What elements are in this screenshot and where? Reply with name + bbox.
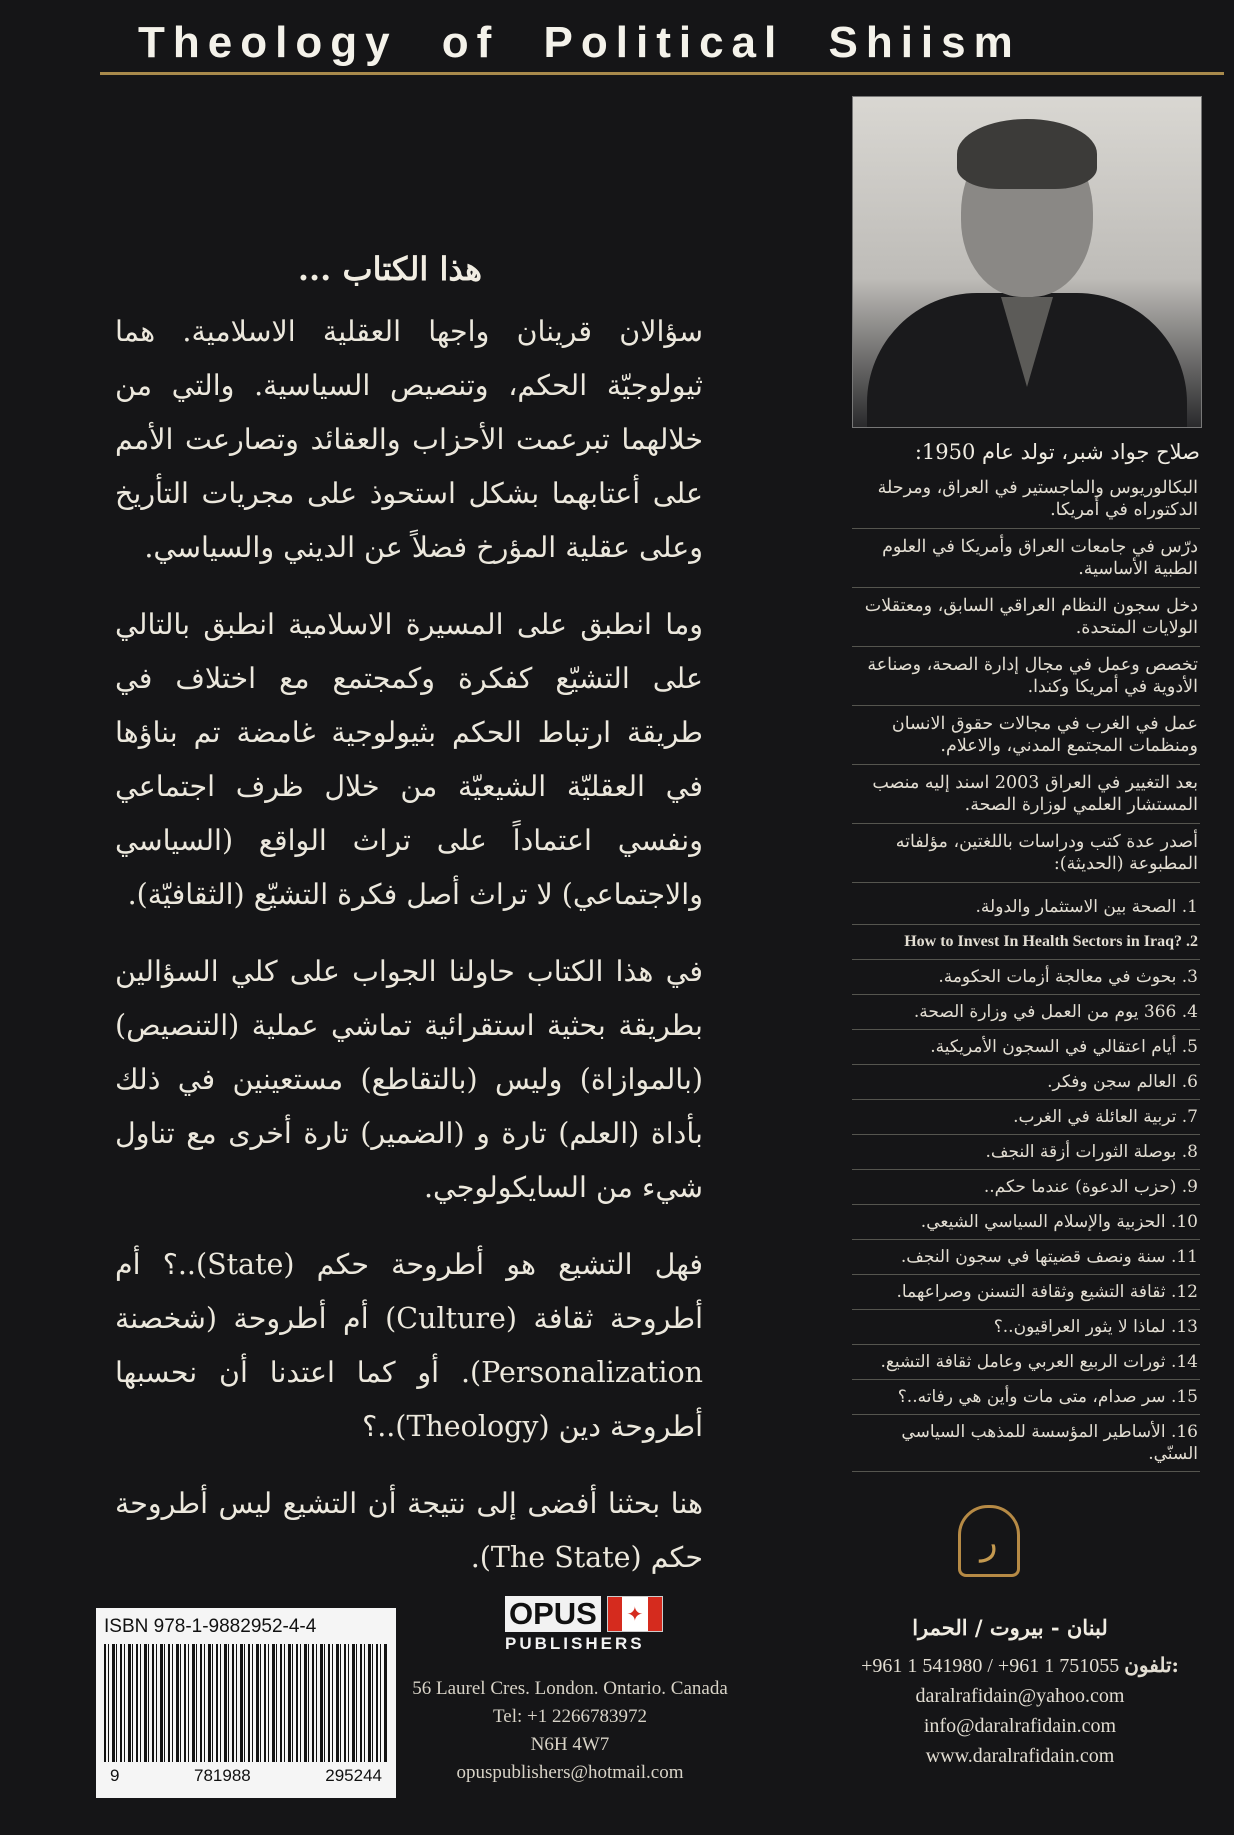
book-list [852, 890, 1200, 1472]
publisher-contact [825, 1650, 1215, 1771]
barcode-digit-prefix: 9 [110, 1766, 120, 1785]
barcode-digits-right: 295244 [325, 1766, 382, 1785]
book-list-item: How to Invest In Health Sectors in Iraq? .2 [852, 925, 1200, 960]
book-list-item: 15. سر صدام، متى مات وأين هي رفاته..؟ [852, 1380, 1200, 1415]
intro-text [115, 305, 703, 1608]
book-list-item: 16. الأساطير المؤسسة للمذهب السياسي السنّي. [852, 1415, 1200, 1472]
bio-item: البكالوريوس والماجستير في العراق، ومرحلة الدكتوراه في أمريكا. [852, 474, 1200, 529]
intro-heading: هذا الكتاب ... [297, 250, 482, 288]
publisher-email: daralrafidain@yahoo.com [915, 1685, 1125, 1707]
opus-postal: N6H 4W7 [530, 1734, 610, 1755]
opus-wordmark: OPUS [505, 1596, 601, 1632]
book-list-item: 3. بحوث في معالجة أزمات الحكومة. [852, 960, 1200, 995]
book-title: Theology of Political Shiism [138, 18, 1021, 67]
book-list-item: 8. بوصلة الثورات أزقة النجف. [852, 1135, 1200, 1170]
bio-item: أصدر عدة كتب ودراسات باللغتين، مؤلفاته المطبوعة (الحديثة): [852, 828, 1200, 883]
bio-item: دخل سجون النظام العراقي السابق، ومعتقلات الولايات المتحدة. [852, 592, 1200, 647]
publisher-phone: +961 1 541980 / +961 1 751055 [861, 1655, 1120, 1677]
author-name: صلاح جواد شبر، تولد عام 1950: [914, 440, 1200, 464]
canada-flag-icon [607, 1596, 663, 1632]
opus-address: 56 Laurel Cres. London. Ontario. Canada [412, 1678, 728, 1699]
title-divider [100, 72, 1224, 75]
author-bio [852, 474, 1200, 887]
book-list-item: 12. ثقافة التشيع وثقافة التسنن وصراعهما. [852, 1275, 1200, 1310]
bio-item: عمل في الغرب في مجالات حقوق الانسان ومنظمات المجتمع المدني، والاعلام. [852, 710, 1200, 765]
intro-paragraph: وما انطبق على المسيرة الاسلامية انطبق بالتالي على التشيّع كفكرة وكمجتمع مع اختلاف في طريقة ارتباط الحكم بثيولوجية غامضة تم بناؤها في العقليّة الشيعيّة من خلال ظرف اجتماعي ونفسي اعتماداً على تراث الواقع (السياسي والاجتماعي) لا تراث أصل فكرة التشيّع (الثقافيّة). [115, 608, 703, 911]
opus-tel: Tel: +1 2266783972 [493, 1706, 647, 1727]
barcode [104, 1644, 388, 1762]
opus-contact [395, 1675, 745, 1787]
book-list-item: 5. أيام اعتقالي في السجون الأمريكية. [852, 1030, 1200, 1065]
rafidain-logo-icon: ر [958, 1505, 1020, 1577]
bio-item: بعد التغيير في العراق 2003 اسند إليه منصب المستشار العلمي لوزارة الصحة. [852, 769, 1200, 824]
book-list-item: 9. (حزب الدعوة) عندما حكم.. [852, 1170, 1200, 1205]
isbn-label: ISBN 978-1-9882952-4-4 [104, 1616, 317, 1637]
opus-logo [505, 1596, 665, 1654]
barcode-digits [104, 1766, 388, 1786]
book-list-item: 7. تربية العائلة في الغرب. [852, 1100, 1200, 1135]
publisher-location: لبنان - بيروت / الحمرا [912, 1615, 1108, 1640]
intro-paragraph: في هذا الكتاب حاولنا الجواب على كلي السؤالين بطريقة بحثية استقرائية تماشي عملية (التنصيص) (بالموازاة) وليس (بالتقاطع) مستعينين في ذلك بأداة (العلم) تارة و (الضمير) تارة أخرى مع تناول شيء من السايكولوجي. [115, 955, 703, 1204]
opus-email: opuspublishers@hotmail.com [456, 1762, 684, 1783]
book-list-item: 13. لماذا لا يثور العراقيون..؟ [852, 1310, 1200, 1345]
book-list-item: 1. الصحة بين الاستثمار والدولة. [852, 890, 1200, 925]
publisher-website: www.daralrafidain.com [925, 1745, 1115, 1767]
intro-paragraph: سؤالان قرينان واجها العقلية الاسلامية. هما ثيولوجيّة الحكم، وتنصيص السياسية. والتي من خلالهما تبرعمت الأحزاب والعقائد وتصارعت الأمم على أعتابهما بشكل استحوذ على مجريات التأريخ وعلى عقلية المؤرخ فضلاً عن الديني والسياسي. [115, 315, 703, 564]
book-list-item: 10. الحزبية والإسلام السياسي الشيعي. [852, 1205, 1200, 1240]
intro-paragraph: هنا بحثنا أفضى إلى نتيجة أن التشيع ليس أطروحة حكم (The State). [115, 1487, 703, 1574]
book-list-item: 11. سنة ونصف قضيتها في سجون النجف. [852, 1240, 1200, 1275]
book-list-item: 6. العالم سجن وفكر. [852, 1065, 1200, 1100]
author-photo-hair [957, 119, 1097, 189]
bio-item: درّس في جامعات العراق وأمريكا في العلوم الطبية الأساسية. [852, 533, 1200, 588]
intro-paragraph: فهل التشيع هو أطروحة حكم (State)..؟ أم أطروحة ثقافة (Culture) أم أطروحة (شخصنة Personalization). أو كما اعتدنا أن نحسبها أطروحة دين (Theology)..؟ [115, 1248, 703, 1443]
publisher-phone-label: تلفون: [1124, 1653, 1179, 1677]
isbn-barcode-box [96, 1608, 396, 1798]
book-list-item: 4. 366 يوم من العمل في وزارة الصحة. [852, 995, 1200, 1030]
book-list-item: 14. ثورات الربيع العربي وعامل ثقافة التشيع. [852, 1345, 1200, 1380]
opus-subtitle: PUBLISHERS [505, 1634, 645, 1653]
author-photo [852, 96, 1202, 428]
publisher-phone-line [825, 1650, 1215, 1681]
bio-item: تخصص وعمل في مجال إدارة الصحة، وصناعة الأدوية في أمريكا وكندا. [852, 651, 1200, 706]
barcode-digits-left: 781988 [194, 1766, 251, 1785]
publisher-email: info@daralrafidain.com [923, 1715, 1117, 1737]
maple-leaf-icon: ✦ [622, 1597, 648, 1631]
